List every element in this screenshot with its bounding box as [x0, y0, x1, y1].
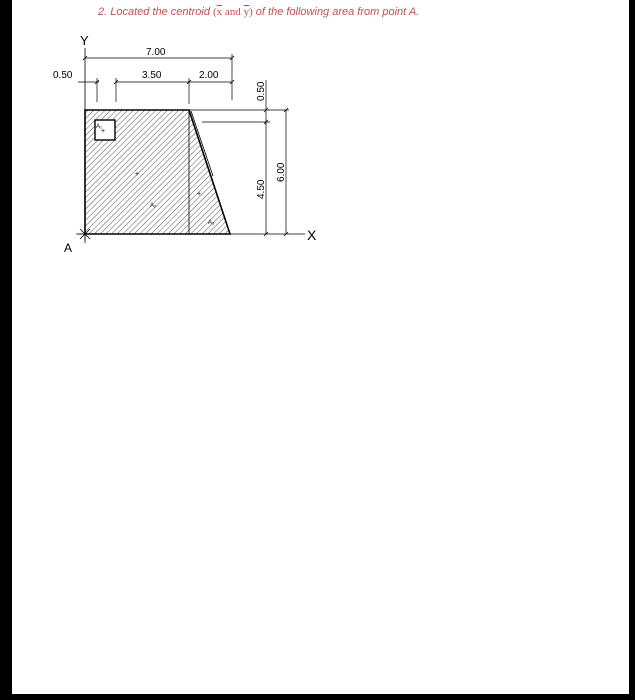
area-a1-label: A₁: [96, 124, 103, 130]
dim-overall-width: 7.00: [146, 47, 166, 58]
x-axis-label: X: [307, 227, 317, 243]
area-a3-label: A₃: [208, 220, 215, 226]
dim-top-gap: 0.50: [256, 81, 267, 101]
centroid-mark-a3: +: [197, 191, 202, 198]
y-axis-label: Y: [80, 33, 89, 48]
centroid-mark-a2: +: [135, 171, 140, 178]
origin-point-icon: [79, 228, 91, 240]
close-paren: ): [249, 6, 253, 18]
dim-slope-width: 2.00: [199, 70, 219, 81]
area-a2-label: A₂: [150, 203, 157, 209]
origin-label: A: [64, 241, 73, 255]
problem-number: 2.: [98, 6, 108, 18]
dim-top-width: 3.50: [142, 70, 162, 81]
dim-height-lower: 4.50: [256, 179, 267, 199]
problem-text-after: of the following area from point A.: [255, 6, 420, 18]
dim-height-total: 6.00: [276, 162, 287, 182]
dim-left-offset: 0.50: [53, 70, 73, 81]
x-bar-symbol: $\overline{x}$: [216, 6, 223, 18]
and-word: and: [224, 6, 241, 18]
problem-text-before: Located the centroid: [110, 6, 210, 18]
centroid-mark-a1: +: [101, 128, 106, 135]
y-bar-symbol: $\overline{y}$: [243, 6, 250, 18]
open-paren: (: [213, 6, 217, 18]
